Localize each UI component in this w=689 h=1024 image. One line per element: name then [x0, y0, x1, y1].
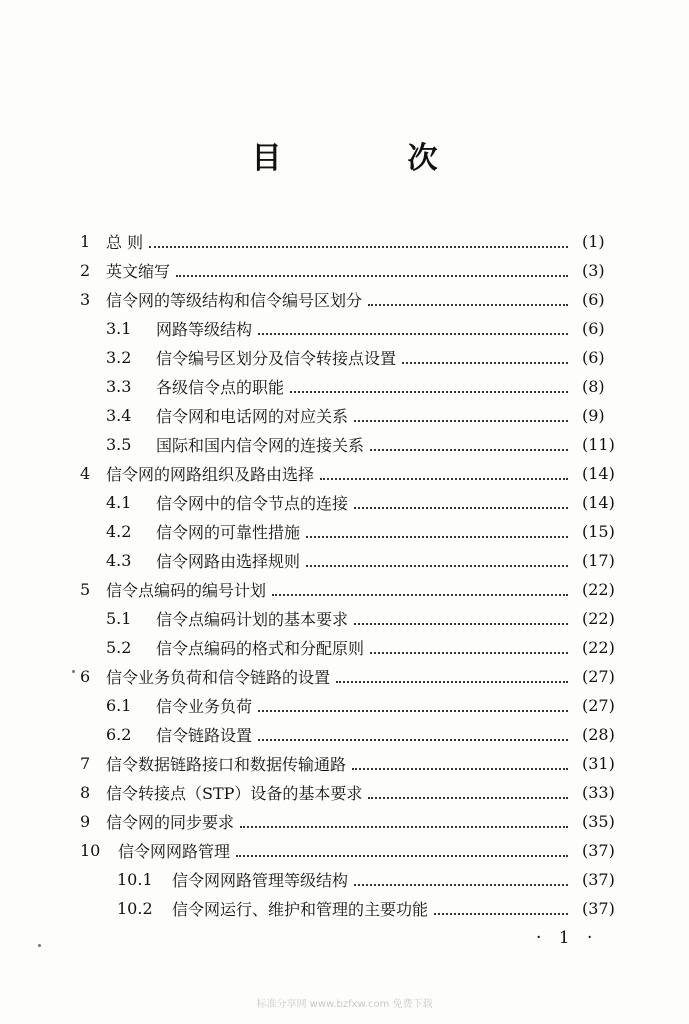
toc-label-group [106, 752, 574, 775]
toc-page-number: (6) [582, 347, 605, 367]
toc-number: 10.2 [117, 898, 153, 918]
toc-page-number: (31) [582, 753, 615, 773]
toc-entry [0, 663, 689, 689]
toc-title: 信令网的同步要求 [106, 812, 235, 832]
toc-number: 3.1 [106, 318, 132, 338]
toc-label-group [172, 897, 574, 920]
toc-label-group [156, 549, 574, 572]
toc-number: 9 [80, 811, 91, 831]
toc-label-group [156, 375, 574, 398]
toc-entry [0, 634, 689, 660]
dot-leader [354, 621, 568, 625]
toc-number: 10.1 [117, 869, 153, 889]
dot-leader [290, 389, 568, 393]
dot-leader [368, 302, 568, 306]
toc-number: 6.1 [106, 695, 132, 715]
toc-number: 5 [80, 579, 91, 599]
toc-number: 3.2 [106, 347, 132, 367]
toc-page-number: (37) [582, 840, 615, 860]
toc-entry [0, 779, 689, 805]
toc-entry [0, 315, 689, 341]
toc-title: 信令网运行、维护和管理的主要功能 [172, 899, 429, 919]
toc-page-number: (3) [582, 260, 605, 280]
dot-leader [336, 679, 568, 683]
dot-leader [370, 447, 568, 451]
toc-page-number: (9) [582, 405, 605, 425]
toc-title: 信令链路设置 [156, 725, 253, 745]
page-number: · 1 · [536, 928, 599, 948]
toc-entry [0, 373, 689, 399]
toc-entry [0, 489, 689, 515]
toc-number: 5.1 [106, 608, 132, 628]
toc-label-group [156, 607, 574, 630]
toc-entry [0, 837, 689, 863]
toc-page-number: (28) [582, 724, 615, 744]
toc-page-number: (22) [582, 579, 615, 599]
toc-label-group [106, 665, 574, 688]
dot-leader [149, 244, 568, 248]
scan-speck [72, 670, 75, 673]
toc-label-group [156, 520, 574, 543]
dot-leader [320, 476, 568, 480]
toc-page-number: (35) [582, 811, 615, 831]
toc-label-group [156, 346, 574, 369]
toc-title: 信令网的等级结构和信令编号区划分 [106, 290, 363, 310]
toc-page-number: (11) [582, 434, 615, 454]
toc-title: 信令网网路管理等级结构 [172, 870, 349, 890]
toc-page-number: (8) [582, 376, 605, 396]
toc-entry [0, 402, 689, 428]
toc-number: 1 [80, 231, 91, 251]
toc-number: 3.3 [106, 376, 132, 396]
toc-title: 信令点编码的编号计划 [106, 580, 267, 600]
toc-label-group [106, 230, 574, 253]
toc-title: 国际和国内信令网的连接关系 [156, 435, 365, 455]
toc-entry [0, 721, 689, 747]
toc-page-number: (22) [582, 637, 615, 657]
toc-label-group [156, 317, 574, 340]
toc-label-group [106, 781, 574, 804]
toc-number: 3 [80, 289, 91, 309]
toc-page-number: (15) [582, 521, 615, 541]
toc-entry [0, 576, 689, 602]
toc-page-number: (37) [582, 869, 615, 889]
toc-label-group [156, 433, 574, 456]
toc-number: 3.5 [106, 434, 132, 454]
toc-title: 总 则 [106, 232, 144, 252]
toc-entry [0, 808, 689, 834]
toc-entry [0, 228, 689, 254]
toc-number: 4 [80, 463, 91, 483]
toc-label-group [106, 578, 574, 601]
toc-label-group [156, 404, 574, 427]
toc-number: 3.4 [106, 405, 132, 425]
toc-label-group [118, 839, 574, 862]
toc-entry [0, 547, 689, 573]
dot-leader [272, 592, 568, 596]
toc-entry [0, 460, 689, 486]
toc-label-group [156, 723, 574, 746]
toc-page-number: (6) [582, 289, 605, 309]
toc-number: 6.2 [106, 724, 132, 744]
page-title: 目 次 [251, 141, 486, 176]
scan-speck [38, 944, 41, 947]
toc-title: 信令网的网路组织及路由选择 [106, 464, 315, 484]
toc-title: 网路等级结构 [156, 319, 253, 339]
toc-label-group [106, 462, 574, 485]
dot-leader [258, 331, 568, 335]
toc-entry [0, 431, 689, 457]
toc-title: 各级信令点的职能 [156, 377, 285, 397]
toc-number: 4.2 [106, 521, 132, 541]
toc-label-group [106, 810, 574, 833]
toc-title: 信令网中的信令节点的连接 [156, 493, 349, 513]
toc-entry [0, 286, 689, 312]
toc-number: 4.3 [106, 550, 132, 570]
toc-entry [0, 518, 689, 544]
toc-page-number: (37) [582, 898, 615, 918]
dot-leader [236, 853, 568, 857]
toc-number: 6 [80, 666, 91, 686]
toc-title: 信令点编码的格式和分配原则 [156, 638, 365, 658]
toc-title: 英文缩写 [106, 261, 171, 281]
toc-page-number: (1) [582, 231, 605, 251]
toc-title: 信令网的可靠性措施 [156, 522, 301, 542]
toc-number: 5.2 [106, 637, 132, 657]
toc-number: 10 [80, 840, 101, 860]
dot-leader [176, 273, 568, 277]
toc-page-number: (14) [582, 463, 615, 483]
toc-number: 4.1 [106, 492, 132, 512]
dot-leader [306, 563, 568, 567]
toc-title: 信令网路由选择规则 [156, 551, 301, 571]
toc-page-number: (33) [582, 782, 615, 802]
toc-page-number: (27) [582, 666, 615, 686]
dot-leader [258, 708, 568, 712]
toc-number: 8 [80, 782, 91, 802]
toc-label-group [156, 636, 574, 659]
dot-leader [402, 360, 568, 364]
toc-title: 信令业务负荷 [156, 696, 253, 716]
toc-number: 7 [80, 753, 91, 773]
dot-leader [352, 766, 568, 770]
dot-leader [368, 795, 568, 799]
toc-entry [0, 257, 689, 283]
toc-entry [0, 344, 689, 370]
toc-entry [0, 866, 689, 892]
dot-leader [434, 911, 568, 915]
toc-label-group [156, 491, 574, 514]
toc-title: 信令数据链路接口和数据传输通路 [106, 754, 347, 774]
dot-leader [240, 824, 568, 828]
toc-title: 信令业务负荷和信令链路的设置 [106, 667, 331, 687]
toc-page-number: (14) [582, 492, 615, 512]
toc-label-group [156, 694, 574, 717]
toc-number: 2 [80, 260, 91, 280]
dot-leader [306, 534, 568, 538]
toc-entry [0, 750, 689, 776]
watermark: 标准分享网 www.bzfxw.com 免费下载 [256, 999, 433, 1010]
toc-page-number: (27) [582, 695, 615, 715]
toc-title: 信令网网路管理 [118, 841, 231, 861]
toc-page-number: (17) [582, 550, 615, 570]
toc-entry [0, 692, 689, 718]
toc-page-number: (22) [582, 608, 615, 628]
toc-title: 信令转接点（STP）设备的基本要求 [106, 783, 363, 803]
dot-leader [258, 737, 568, 741]
dot-leader [354, 505, 568, 509]
toc-title: 信令网和电话网的对应关系 [156, 406, 349, 426]
toc-label-group [106, 288, 574, 311]
dot-leader [354, 418, 568, 422]
toc-page-number: (6) [582, 318, 605, 338]
dot-leader [354, 882, 568, 886]
dot-leader [370, 650, 568, 654]
toc-entry [0, 895, 689, 921]
toc-title: 信令点编码计划的基本要求 [156, 609, 349, 629]
toc-label-group [172, 868, 574, 891]
toc-title: 信令编号区划分及信令转接点设置 [156, 348, 397, 368]
toc-entry [0, 605, 689, 631]
toc-label-group [106, 259, 574, 282]
